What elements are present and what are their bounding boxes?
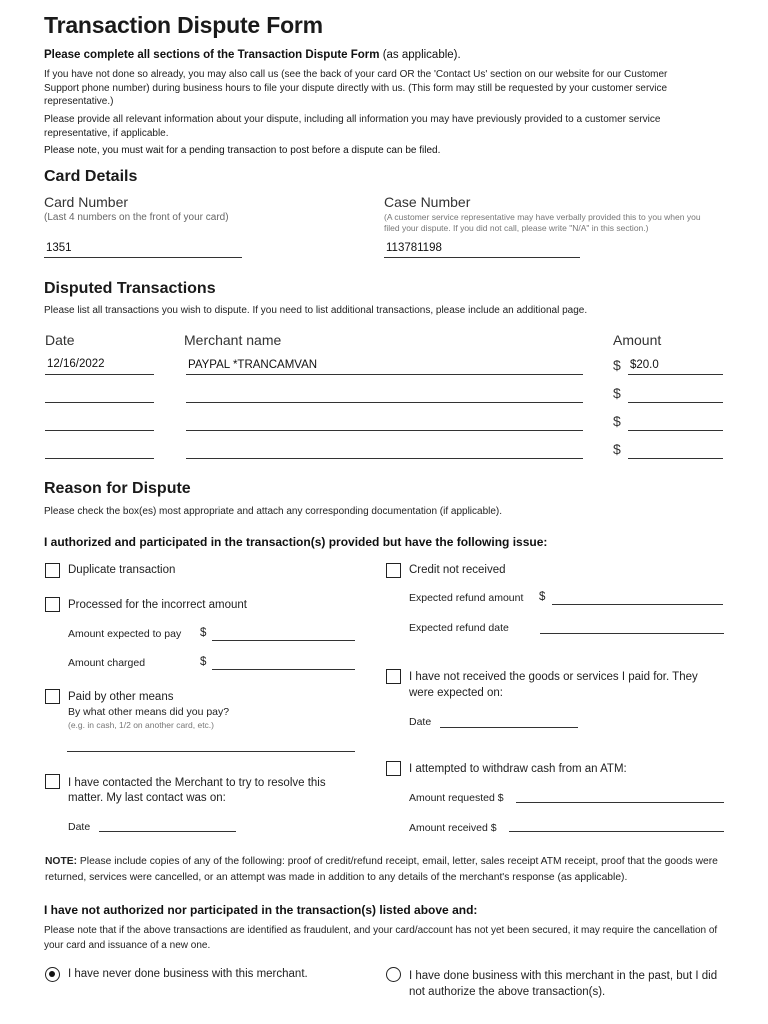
amount-charged-field[interactable] bbox=[212, 669, 355, 670]
expected-refund-currency: $ bbox=[539, 591, 546, 603]
credit-not-received-label: Credit not received bbox=[409, 564, 506, 576]
expected-refund-date-label: Expected refund date bbox=[409, 622, 509, 634]
note-bold: NOTE: bbox=[45, 856, 78, 867]
case-number-hint: (A customer service representative may have verbally provided this to you when you filed your dispute. If you did not call, please write "N/A" in this section.) bbox=[384, 212, 701, 233]
other-means-checkbox[interactable] bbox=[45, 689, 60, 704]
col-date-header: Date bbox=[45, 332, 75, 348]
credit-not-received-checkbox[interactable] bbox=[386, 563, 401, 578]
authorized-heading: I authorized and participated in the transaction(s) provided but have the following issue: bbox=[44, 535, 548, 549]
row2-merchant-field[interactable] bbox=[186, 402, 583, 403]
case-number-label: Case Number bbox=[384, 194, 471, 210]
not-authorized-text: Please note that if the above transactions are identified as fraudulent, and your card/account has not yet been secured, it may require the cancellation of your card and issuance of a new one. bbox=[44, 925, 718, 951]
disputed-instructions: Please list all transactions you wish to dispute. If you need to list additional transactions, please include an additional page. bbox=[44, 305, 588, 316]
amount-requested-field[interactable] bbox=[516, 802, 724, 803]
duplicate-label: Duplicate transaction bbox=[68, 564, 176, 576]
case-number-line bbox=[384, 257, 580, 258]
never-done-business-radio[interactable] bbox=[45, 967, 60, 982]
row2-amount-field[interactable] bbox=[628, 402, 723, 403]
intro-line bbox=[44, 49, 461, 61]
row1-date-line bbox=[45, 374, 154, 375]
card-number-line bbox=[44, 257, 242, 258]
goods-date-label: Date bbox=[409, 716, 432, 728]
contacted-merchant-checkbox[interactable] bbox=[45, 774, 60, 789]
row4-date-field[interactable] bbox=[45, 458, 154, 459]
row1-merchant-line bbox=[186, 374, 583, 375]
row1-amount-line bbox=[628, 374, 723, 375]
row3-date-field[interactable] bbox=[45, 430, 154, 431]
note-text: Please include copies of any of the following: proof of credit/refund receipt, email, letter, sales receipt ATM receipt, proof that the goods were returned, services were cancelled, or an attempt was made in addition to any details of the merchant's response (as applicable). bbox=[45, 856, 718, 883]
amount-charged-label: Amount charged bbox=[68, 657, 146, 669]
intro-para-1: If you have not done so already, you may also call us (see the back of your card OR the 'Contact Us' section on our website for our Customer Support phone number) during business hours to file your dispute directly with us. (This form may still be requested by your customer service representative.) bbox=[44, 69, 668, 107]
expected-refund-date-field[interactable] bbox=[540, 633, 724, 634]
goods-date-field[interactable] bbox=[440, 727, 578, 728]
card-number-value[interactable]: 1351 bbox=[46, 242, 72, 254]
row1-currency: $ bbox=[613, 357, 621, 373]
row1-date[interactable]: 12/16/2022 bbox=[47, 358, 105, 370]
amount-received-label: Amount received $ bbox=[409, 822, 497, 834]
row4-currency: $ bbox=[613, 441, 621, 457]
amount-received-field[interactable] bbox=[509, 831, 724, 832]
card-details-heading: Card Details bbox=[44, 168, 138, 185]
card-number-hint: (Last 4 numbers on the front of your card) bbox=[44, 212, 229, 223]
reason-heading: Reason for Dispute bbox=[44, 480, 191, 497]
row4-merchant-field[interactable] bbox=[186, 458, 583, 459]
other-means-hint: (e.g. in cash, 1/2 on another card, etc.) bbox=[68, 720, 214, 730]
amount-requested-label: Amount requested $ bbox=[409, 792, 504, 804]
amount-expected-currency: $ bbox=[200, 627, 207, 639]
reason-instructions: Please check the box(es) most appropriate and attach any corresponding documentation (if applicable). bbox=[44, 506, 503, 517]
duplicate-checkbox[interactable] bbox=[45, 563, 60, 578]
incorrect-amount-label: Processed for the incorrect amount bbox=[68, 599, 247, 611]
amount-charged-currency: $ bbox=[200, 656, 207, 668]
not-received-goods-label: I have not received the goods or services I paid for. They were expected on: bbox=[409, 671, 698, 699]
contact-date-label: Date bbox=[68, 821, 91, 833]
other-means-question: By what other means did you pay? bbox=[68, 706, 230, 718]
other-means-label: Paid by other means bbox=[68, 691, 174, 703]
disputed-heading: Disputed Transactions bbox=[44, 280, 216, 297]
contacted-merchant-label: I have contacted the Merchant to try to resolve this matter. My last contact was on: bbox=[68, 777, 326, 804]
row2-date-field[interactable] bbox=[45, 402, 154, 403]
incorrect-amount-checkbox[interactable] bbox=[45, 597, 60, 612]
case-number-value[interactable]: 113781198 bbox=[386, 242, 442, 254]
row3-merchant-field[interactable] bbox=[186, 430, 583, 431]
row4-amount-field[interactable] bbox=[628, 458, 723, 459]
intro-para-2: Please provide all relevant information about your dispute, including all information you may have previously provided to a customer service representative, if applicable. bbox=[44, 114, 661, 139]
intro-para-3: Please note, you must wait for a pending transaction to post before a dispute can be filed. bbox=[44, 145, 441, 156]
expected-refund-amount-label: Expected refund amount bbox=[409, 592, 524, 604]
intro-rest: (as applicable). bbox=[379, 49, 461, 61]
col-merchant-header: Merchant name bbox=[184, 332, 282, 348]
expected-refund-amount-field[interactable] bbox=[552, 604, 723, 605]
never-done-business-label: I have never done business with this merchant. bbox=[68, 968, 308, 980]
col-amount-header: Amount bbox=[613, 332, 662, 348]
row1-merchant[interactable]: PAYPAL *TRANCAMVAN bbox=[188, 359, 318, 371]
amount-expected-field[interactable] bbox=[212, 640, 355, 641]
note-paragraph bbox=[45, 854, 725, 885]
atm-checkbox[interactable] bbox=[386, 761, 401, 776]
done-business-past-radio[interactable] bbox=[386, 967, 401, 982]
atm-label: I attempted to withdraw cash from an ATM: bbox=[409, 763, 627, 775]
contact-date-field[interactable] bbox=[99, 831, 236, 832]
done-business-past-label: I have done business with this merchant in the past, but I did not authorize the above transaction(s). bbox=[409, 970, 718, 998]
card-number-label: Card Number bbox=[44, 194, 129, 210]
intro-bold: Please complete all sections of the Transaction Dispute Form bbox=[44, 49, 380, 61]
row3-currency: $ bbox=[613, 413, 621, 429]
row3-amount-field[interactable] bbox=[628, 430, 723, 431]
not-received-goods-checkbox[interactable] bbox=[386, 669, 401, 684]
row1-amount[interactable]: $20.0 bbox=[630, 359, 659, 371]
not-authorized-heading: I have not authorized nor participated in the transaction(s) listed above and: bbox=[44, 903, 478, 917]
other-means-field[interactable] bbox=[67, 751, 355, 752]
form-title: Transaction Dispute Form bbox=[44, 12, 323, 38]
row2-currency: $ bbox=[613, 385, 621, 401]
amount-expected-label: Amount expected to pay bbox=[68, 628, 182, 640]
